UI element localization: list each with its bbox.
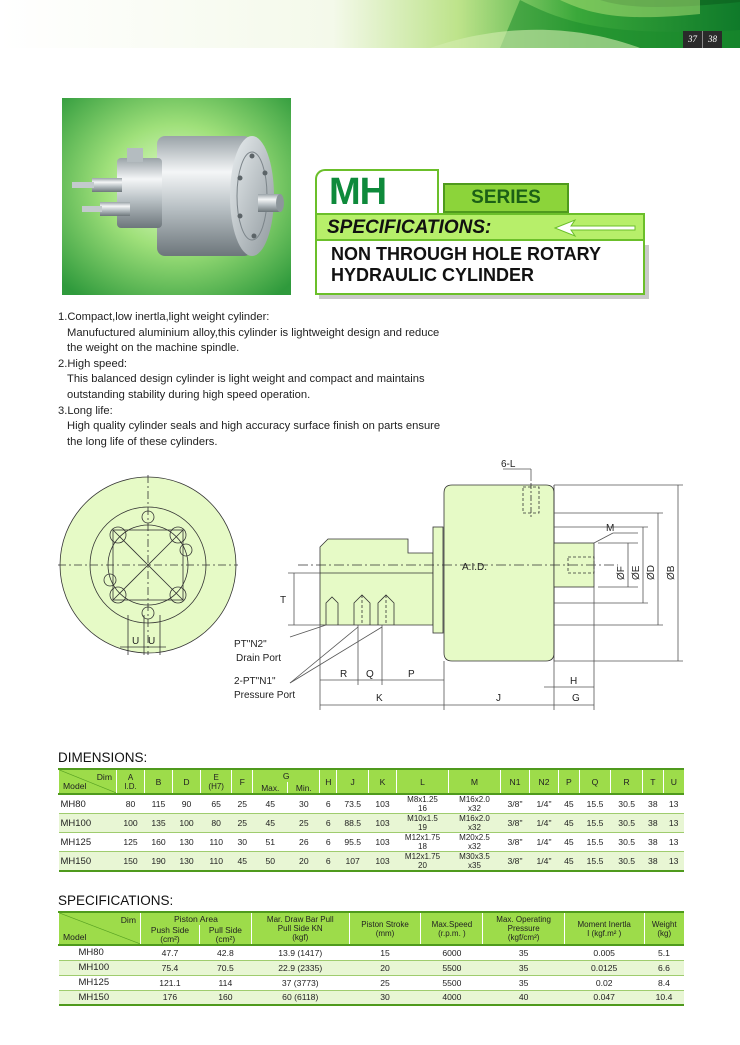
col-header-max-speed: Max.Speed (r.p.m. ) [421,912,483,945]
table-cell: 115 [145,794,173,814]
table-cell: 45 [559,833,580,852]
table-cell [449,852,501,872]
table-cell: 60 (6118) [251,990,349,1005]
table-cell: 30.5 [611,833,643,852]
table-cell: 80 [201,814,232,833]
model-cell: MH100 [59,814,117,833]
cell-line: 16 [418,804,427,813]
table-cell: 35 [483,975,564,990]
feature-item [58,310,458,357]
dimensions-corner-cell [59,769,117,794]
table-cell: 95.5 [337,833,369,852]
feature-line: This balanced design cylinder is light weight and compact and maintains [67,373,425,386]
table-row [59,794,685,814]
page-number-left: 37 [688,34,697,44]
table-cell: 15 [349,945,421,960]
cell-line: x32 [468,823,481,832]
table-cell: 190 [145,852,173,872]
table-cell: 6 [320,794,337,814]
top-banner [0,0,740,48]
table-cell: 114 [199,975,251,990]
cell-line: M8x1.25 [407,795,438,804]
model-cell: MH80 [59,794,117,814]
table-cell: 30 [349,990,421,1005]
table-cell: 6000 [421,945,483,960]
table-cell: 3/8" [501,833,530,852]
table-cell: 45 [559,852,580,872]
table-cell: 107 [337,852,369,872]
table-cell: 15.5 [579,833,611,852]
corner-model-label: Model [63,781,87,791]
series-label: SERIES [443,183,569,213]
col-header-t: T [642,769,663,794]
table-cell: 75.4 [141,960,200,975]
col-header-u: U [663,769,684,794]
cell-line: 19 [418,823,427,832]
col-header-j: J [337,769,369,794]
series-code-box [315,169,439,213]
table-cell: 103 [369,794,397,814]
table-cell: 45 [253,814,288,833]
table-cell: 22.9 (2335) [251,960,349,975]
label-diameter-d: ØD [646,565,657,580]
label-j: J [496,693,501,704]
specifications-title: SPECIFICATIONS: [58,893,174,908]
table-cell: 45 [253,794,288,814]
table-cell: 38 [642,833,663,852]
cell-line: x35 [468,861,481,870]
table-cell: 1/4" [530,794,559,814]
table-cell [449,814,501,833]
label-diameter-f: ØF [616,566,627,580]
table-cell: 0.02 [564,975,644,990]
table-cell: 5.1 [644,945,684,960]
label-aid: A:I.D. [462,562,488,573]
table-cell: 103 [369,852,397,872]
cell-line: M12x1.75 [404,852,441,861]
table-cell: 73.5 [337,794,369,814]
col-header-push-side: Push Side (cm²) [141,925,200,945]
page-number-right: 38 [702,31,722,48]
table-cell: 15.5 [579,814,611,833]
col-header-r: R [611,769,643,794]
table-cell: 25 [288,814,320,833]
dimensions-table [58,768,684,872]
col-header-f: F [232,769,253,794]
table-cell: 20 [288,852,320,872]
table-cell: 13 [663,852,684,872]
title-block [315,169,655,299]
cell-line: 18 [418,842,427,851]
table-cell: 160 [145,833,173,852]
cell-line: M20x2.5 [459,833,490,842]
label-pressure-port: Pressure Port [234,690,296,701]
feature-line: outstanding stability during high speed operation. [67,388,311,401]
table-cell: 30.5 [611,814,643,833]
table-cell: 6 [320,833,337,852]
col-header-piston-area: Piston Area [141,912,252,925]
features-list [58,310,458,450]
table-cell: 25 [232,794,253,814]
arrow-left-icon [553,218,637,238]
table-cell: 50 [253,852,288,872]
table-cell: 35 [483,945,564,960]
label-q: Q [366,669,374,680]
col-header-m: M [449,769,501,794]
table-cell: 45 [559,794,580,814]
col-header-b: B [145,769,173,794]
feature-heading: 1.Compact,low inertla,light weight cylinder: [58,311,270,323]
table-cell: 125 [117,833,145,852]
table-cell: 37 (3773) [251,975,349,990]
table-cell: 8.4 [644,975,684,990]
table-cell: 13.9 (1417) [251,945,349,960]
table-cell: 0.047 [564,990,644,1005]
col-header-pull-side: Pull Side (cm²) [199,925,251,945]
subtitle-line1: NON THROUGH HOLE ROTARY [331,244,601,264]
feature-heading: 3.Long life: [58,404,113,417]
table-cell: 30.5 [611,794,643,814]
table-cell: 121.1 [141,975,200,990]
table-cell: 3/8" [501,852,530,872]
cell-line: M30x3.5 [459,852,490,861]
feature-heading: 2.High speed: [58,357,128,370]
dimensions-title: DIMENSIONS: [58,750,148,765]
table-cell [397,794,449,814]
table-cell: 65 [201,794,232,814]
table-cell: 13 [663,833,684,852]
specifications-label: SPECIFICATIONS: [327,217,492,238]
col-header-piston-stroke: Piston Stroke (mm) [349,912,421,945]
specs-corner-cell [59,912,141,945]
feature-line: Manufuctured aluminium alloy,this cylinder is lightweight design and reduce [67,326,440,339]
table-cell: 26 [288,833,320,852]
front-view [58,475,238,655]
table-row [59,990,685,1005]
label-h: H [570,676,578,687]
table-cell: 38 [642,794,663,814]
label-diameter-e: ØE [631,565,642,580]
table-cell: 100 [173,814,201,833]
corner-model-label: Model [63,932,87,942]
table-cell: 3/8" [501,814,530,833]
table-cell: 30 [232,833,253,852]
table-cell: 35 [483,960,564,975]
col-header-k: K [369,769,397,794]
table-row [59,814,685,833]
dim-label-u2: U [148,636,156,647]
cell-line: M12x1.75 [404,833,441,842]
col-header-moment-inertia: Moment Inertla I (kgf.m² ) [564,912,644,945]
table-cell: 110 [201,852,232,872]
table-cell: 80 [117,794,145,814]
model-cell: MH125 [59,833,117,852]
table-cell: 30 [288,794,320,814]
label-t: T [280,595,287,606]
label-p: P [408,669,415,680]
col-header-weight: Weight (kg) [644,912,684,945]
table-cell: 13 [663,814,684,833]
label-drain-port: Drain Port [236,653,282,664]
table-cell: 45 [232,852,253,872]
table-cell: 0.005 [564,945,644,960]
col-header-n1: N1 [501,769,530,794]
series-code: MH [329,171,387,213]
table-cell: 160 [199,990,251,1005]
table-cell [397,833,449,852]
table-cell [397,814,449,833]
table-cell: 38 [642,814,663,833]
col-header-g: G [253,769,320,782]
table-cell: 1/4" [530,852,559,872]
label-pressure-port-thread: 2-PT"N1" [234,676,276,687]
model-cell: MH125 [59,975,141,990]
specifications-table [58,911,684,1006]
cell-line: x32 [468,804,481,813]
col-header-g-min: Min. [288,782,320,794]
cell-line: M10x1.5 [407,814,438,823]
table-row [59,960,685,975]
table-cell: 15.5 [579,852,611,872]
table-cell: 90 [173,794,201,814]
feature-line: the weight on the machine spindle. [67,342,240,355]
corner-dim-label: Dim [120,915,136,925]
table-cell: 103 [369,814,397,833]
table-row [59,833,685,852]
cell-line: M16x2.0 [459,795,490,804]
page-numbers [683,31,722,48]
table-cell: 5500 [421,975,483,990]
label-g: G [572,693,580,704]
table-cell: 6 [320,814,337,833]
side-view [298,483,618,661]
table-cell: 25 [349,975,421,990]
table-cell [449,833,501,852]
col-header-p: P [559,769,580,794]
col-header-l: L [397,769,449,794]
cell-line: M16x2.0 [459,814,490,823]
feature-item [58,404,458,451]
col-header-a: A I.D. [117,769,145,794]
table-cell: 70.5 [199,960,251,975]
table-cell: 38 [642,852,663,872]
table-cell: 20 [349,960,421,975]
table-cell: 42.8 [199,945,251,960]
table-cell: 40 [483,990,564,1005]
table-cell: 25 [232,814,253,833]
table-cell: 130 [173,833,201,852]
table-cell: 130 [173,852,201,872]
table-cell: 88.5 [337,814,369,833]
label-k: K [376,693,383,704]
table-cell: 10.4 [644,990,684,1005]
subtitle-line2: HYDRAULIC CYLINDER [331,265,535,285]
table-cell: 0.0125 [564,960,644,975]
col-header-q: Q [579,769,611,794]
col-header-d: D [173,769,201,794]
specifications-bar [315,213,645,241]
label-r: R [340,669,348,680]
table-cell: 176 [141,990,200,1005]
table-cell: 1/4" [530,833,559,852]
table-row [59,975,685,990]
model-cell: MH80 [59,945,141,960]
col-header-max-pressure: Max. Operating Pressure (kgf/cm²) [483,912,564,945]
table-cell: 13 [663,794,684,814]
table-cell: 45 [559,814,580,833]
table-row [59,945,685,960]
table-cell: 110 [201,833,232,852]
feature-item [58,357,458,404]
dim-label-u1: U [132,636,140,647]
table-cell: 4000 [421,990,483,1005]
table-cell: 5500 [421,960,483,975]
label-diameter-b: ØB [666,565,677,580]
technical-drawing [58,455,738,715]
model-cell: MH150 [59,990,141,1005]
table-cell: 135 [145,814,173,833]
product-photo [62,98,291,295]
table-cell: 15.5 [579,794,611,814]
table-cell: 30.5 [611,852,643,872]
table-cell [397,852,449,872]
table-cell: 6 [320,852,337,872]
dimension-t [288,573,320,625]
col-header-e: E (H7) [201,769,232,794]
table-cell: 51 [253,833,288,852]
cell-line: 20 [418,861,427,870]
table-row [59,852,685,872]
label-m: M [606,523,615,534]
col-header-n2: N2 [530,769,559,794]
table-cell: 150 [117,852,145,872]
table-cell [449,794,501,814]
table-cell: 3/8" [501,794,530,814]
table-cell: 1/4" [530,814,559,833]
table-cell: 47.7 [141,945,200,960]
table-cell: 100 [117,814,145,833]
feature-line: High quality cylinder seals and high accuracy surface finish on parts ensure [67,420,441,433]
cell-line: x32 [468,842,481,851]
label-6l: 6-L [501,459,516,470]
label-drain-port-thread: PT"N2" [234,639,267,650]
col-header-g-max: Max. [253,782,288,794]
col-header-draw-bar-pull: Mar. Draw Bar Pull Pull Side KN (kgf) [251,912,349,945]
col-header-h: H [320,769,337,794]
table-cell: 103 [369,833,397,852]
subtitle-box [315,241,645,295]
feature-line: the long life of these cylinders. [67,435,218,448]
model-cell: MH100 [59,960,141,975]
table-cell: 6.6 [644,960,684,975]
model-cell: MH150 [59,852,117,872]
corner-dim-label: Dim [96,772,112,782]
